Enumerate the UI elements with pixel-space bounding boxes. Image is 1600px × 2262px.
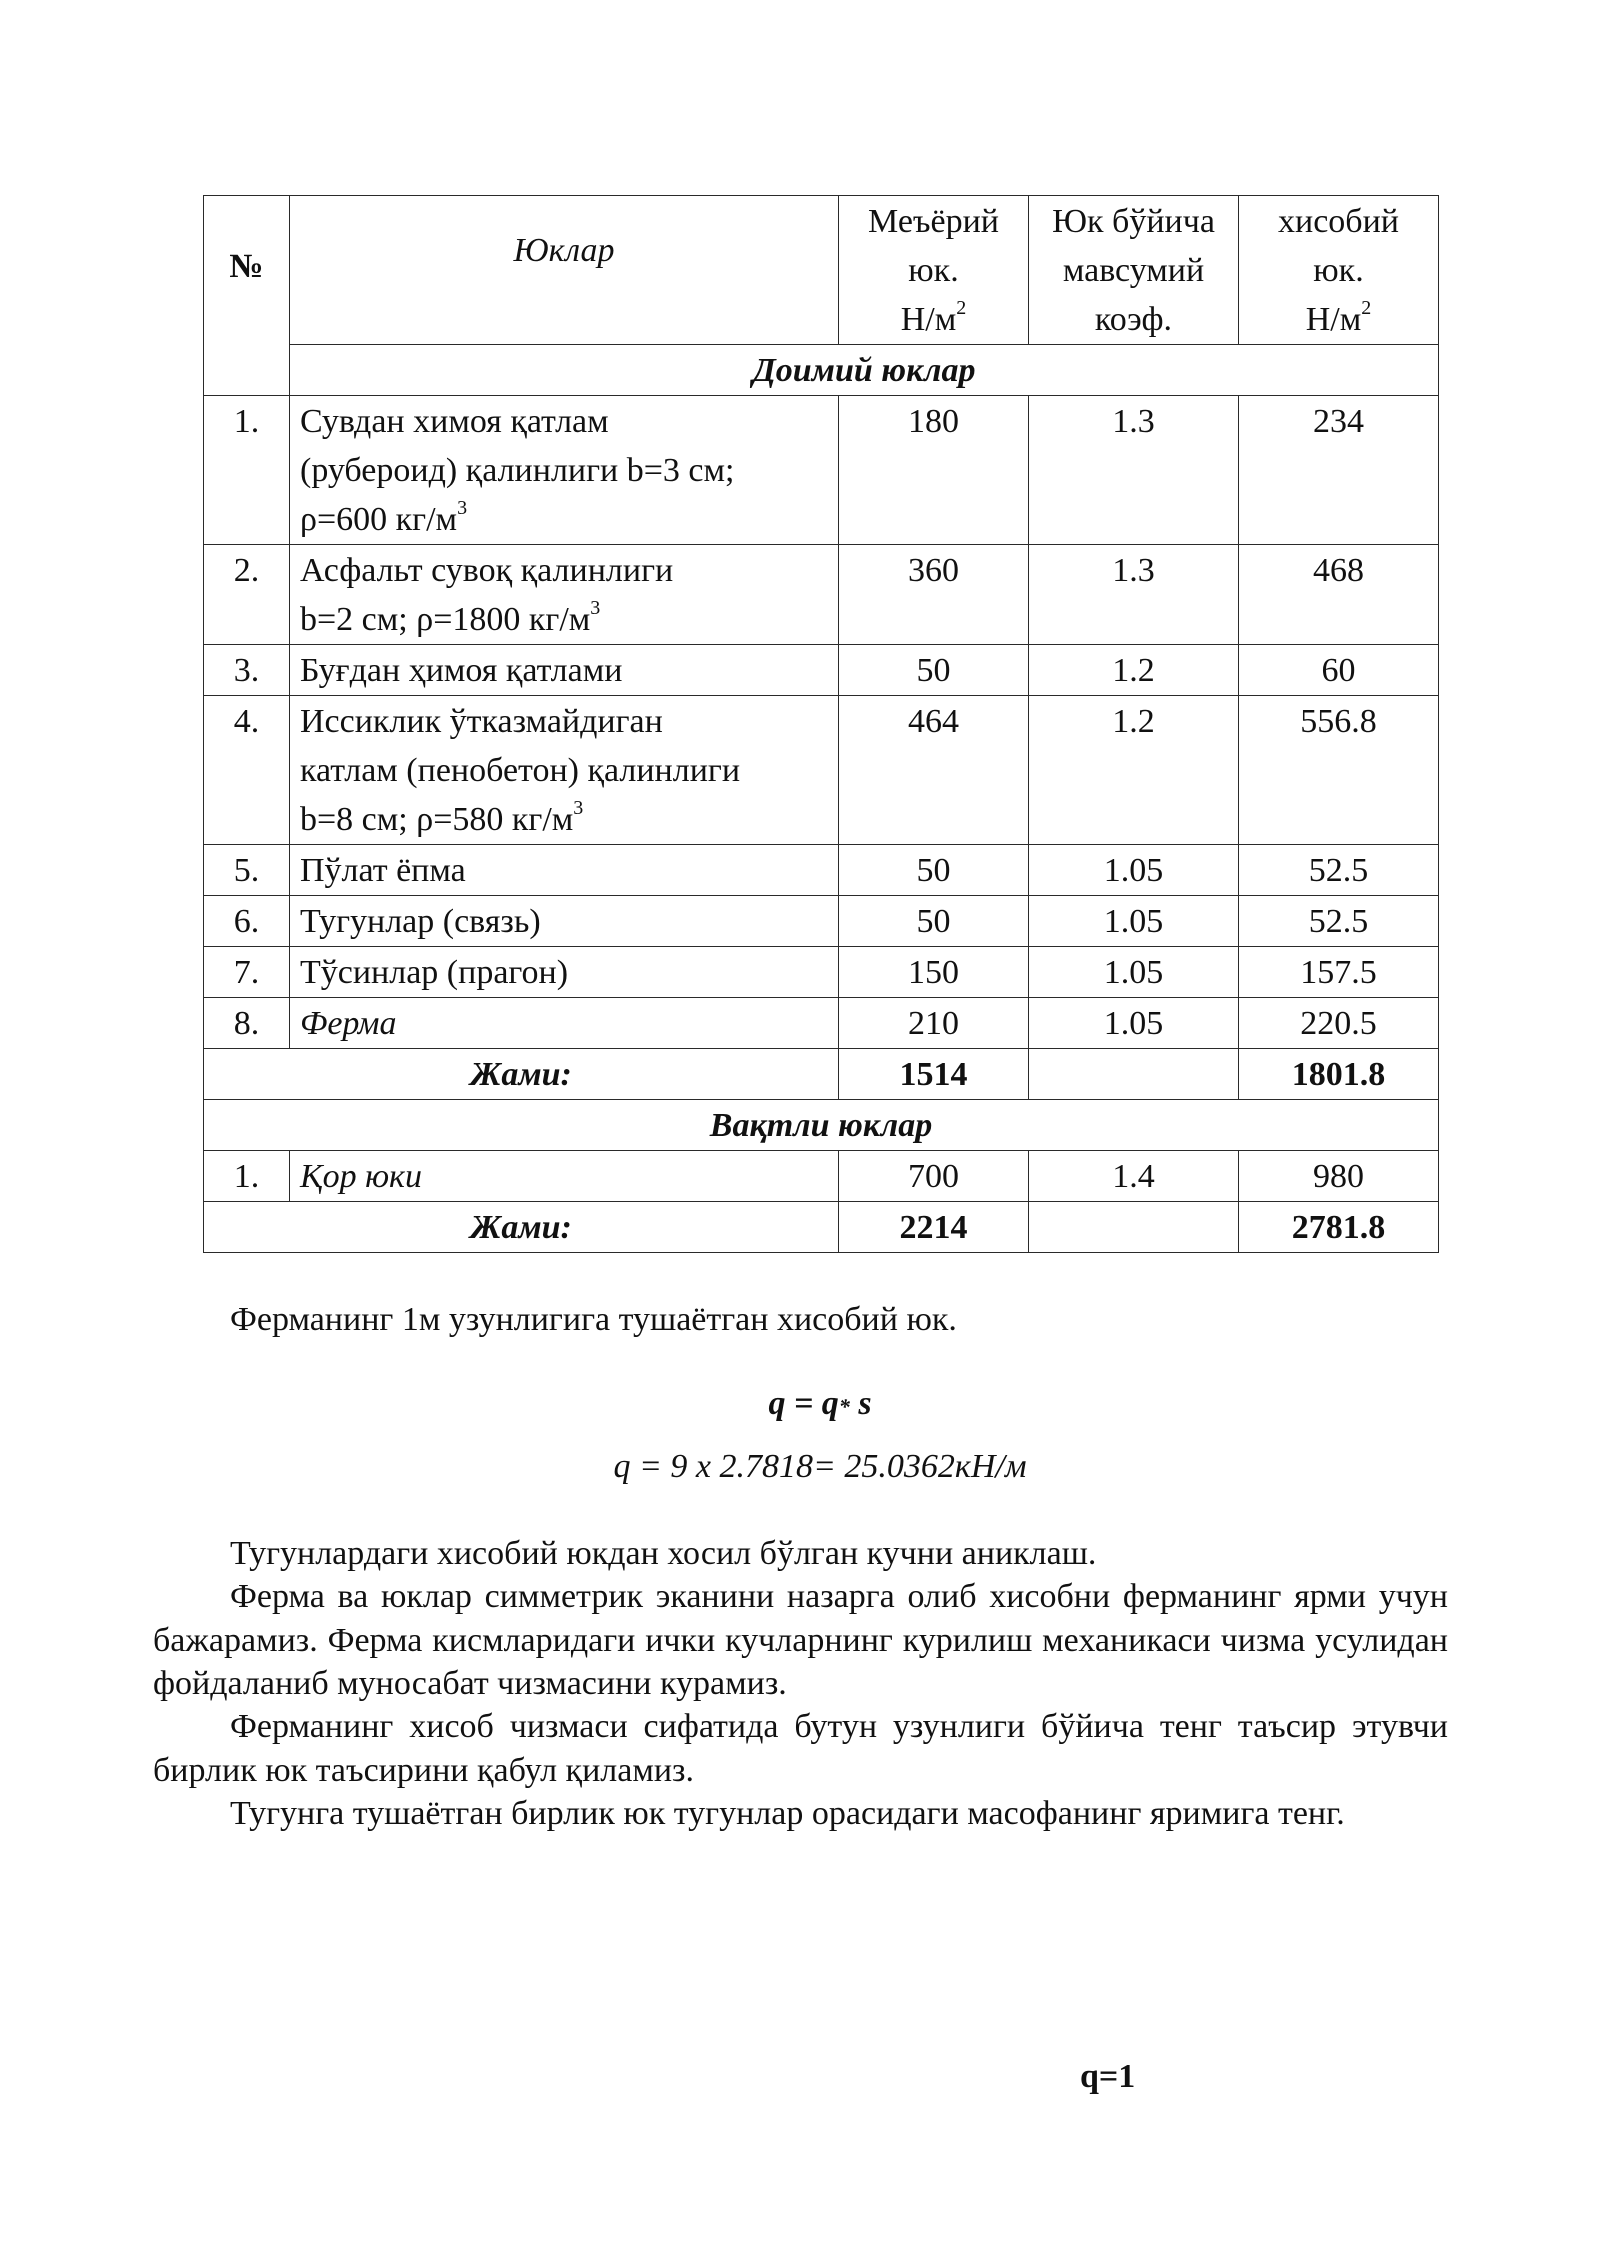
total-calc: 1801.8 bbox=[1239, 1049, 1439, 1100]
row-name: Пўлат ёпма bbox=[290, 845, 839, 896]
row-coef: 1.05 bbox=[1029, 896, 1239, 947]
table-row bbox=[204, 896, 1439, 947]
row-calc: 234 bbox=[1239, 396, 1439, 545]
row-normative: 180 bbox=[839, 396, 1029, 545]
grand-total-label: Жами: bbox=[204, 1202, 839, 1253]
calc-load-intro: Ферманинг 1м узунлигига тушаётган хисобий юк. bbox=[230, 1301, 957, 1338]
loads-table bbox=[203, 195, 1439, 1253]
row-coef: 1.3 bbox=[1029, 545, 1239, 645]
total-coef-empty bbox=[1029, 1049, 1239, 1100]
row-name: Иссиклик ўтказмайдиган катлам (пенобетон) қалинлиги b=8 см; ρ=580 $кг/м^3$ bbox=[290, 696, 839, 845]
header-coef: Юк бўйича мавсумий коэф. bbox=[1029, 196, 1239, 345]
row-coef: 1.4 bbox=[1029, 1151, 1239, 1202]
row-calc: 220.5 bbox=[1239, 998, 1439, 1049]
row-name: Қор юки bbox=[290, 1151, 839, 1202]
row-no: 4. bbox=[204, 696, 290, 845]
table-row bbox=[204, 1151, 1439, 1202]
row-no: 1. bbox=[204, 1151, 290, 1202]
section-title-permanent: Доимий юклар bbox=[290, 345, 1439, 396]
grand-total-row bbox=[204, 1202, 1439, 1253]
table-row bbox=[204, 947, 1439, 998]
header-name: Юклар bbox=[290, 196, 839, 345]
table-row bbox=[204, 845, 1439, 896]
total-label: Жами: bbox=[204, 1049, 839, 1100]
grand-total-coef-empty bbox=[1029, 1202, 1239, 1253]
row-normative: 700 bbox=[839, 1151, 1029, 1202]
total-row-permanent bbox=[204, 1049, 1439, 1100]
table-row bbox=[204, 545, 1439, 645]
row-coef: 1.05 bbox=[1029, 845, 1239, 896]
row-coef: 1.3 bbox=[1029, 396, 1239, 545]
row-normative: 464 bbox=[839, 696, 1029, 845]
formula-general: q = q* s bbox=[768, 1385, 872, 1422]
section-title-temporary: Вақтли юклар bbox=[204, 1100, 1439, 1151]
total-normative: 1514 bbox=[839, 1049, 1029, 1100]
row-normative: 150 bbox=[839, 947, 1029, 998]
row-no: 7. bbox=[204, 947, 290, 998]
table-row bbox=[204, 696, 1439, 845]
row-coef: 1.05 bbox=[1029, 947, 1239, 998]
paragraph-1: Тугунлардаги хисобий юкдан хосил бўлган кучни аниклаш. bbox=[230, 1535, 1097, 1572]
row-coef: 1.05 bbox=[1029, 998, 1239, 1049]
section-row-permanent bbox=[204, 345, 1439, 396]
header-calc: хисобий юк. $Н/м^2$ bbox=[1239, 196, 1439, 345]
row-no: 6. bbox=[204, 896, 290, 947]
grand-total-calc: 2781.8 bbox=[1239, 1202, 1439, 1253]
table-row bbox=[204, 645, 1439, 696]
row-no: 3. bbox=[204, 645, 290, 696]
formula-computed: q = 9 x 2.7818= 25.0362кН/м bbox=[613, 1448, 1027, 1485]
row-no: 2. bbox=[204, 545, 290, 645]
row-calc: 52.5 bbox=[1239, 845, 1439, 896]
row-name: Буғдан ҳимоя қатлами bbox=[290, 645, 839, 696]
paragraph-4: Тугунга тушаётган бирлик юк тугунлар орасидаги масофанинг яримига тенг. bbox=[230, 1795, 1345, 1832]
row-name: Ферма bbox=[290, 998, 839, 1049]
row-calc: 468 bbox=[1239, 545, 1439, 645]
table-header-row bbox=[204, 196, 1439, 345]
section-row-temporary bbox=[204, 1100, 1439, 1151]
table-row bbox=[204, 998, 1439, 1049]
row-calc: 980 bbox=[1239, 1151, 1439, 1202]
row-normative: 210 bbox=[839, 998, 1029, 1049]
row-no: 8. bbox=[204, 998, 290, 1049]
row-name: Сувдан химоя қатлам (рубероид) қалинлиги b=3 см; ρ=600 $кг/м^3$ bbox=[290, 396, 839, 545]
row-normative: 50 bbox=[839, 845, 1029, 896]
row-no: 5. bbox=[204, 845, 290, 896]
row-calc: 60 bbox=[1239, 645, 1439, 696]
header-normative: Меъёрий юк. $Н/м^2$ bbox=[839, 196, 1029, 345]
row-normative: 360 bbox=[839, 545, 1029, 645]
row-normative: 50 bbox=[839, 896, 1029, 947]
paragraph-3: Ферманинг хисоб чизмаси сифатида бутун узунлиги бўйича тенг таъсир этувчи бирлик юк таъсирини қабул қиламиз. bbox=[153, 1708, 1448, 1789]
header-no: № bbox=[204, 196, 290, 396]
table-row bbox=[204, 396, 1439, 545]
row-coef: 1.2 bbox=[1029, 645, 1239, 696]
row-normative: 50 bbox=[839, 645, 1029, 696]
row-name: Тугунлар (связь) bbox=[290, 896, 839, 947]
row-name: Асфальт сувоқ қалинлиги b=2 см; ρ=1800 $кг/м^3$ bbox=[290, 545, 839, 645]
row-calc: 157.5 bbox=[1239, 947, 1439, 998]
grand-total-normative: 2214 bbox=[839, 1202, 1029, 1253]
row-name: Тўсинлар (прагон) bbox=[290, 947, 839, 998]
row-calc: 556.8 bbox=[1239, 696, 1439, 845]
paragraph-2: Ферма ва юклар симметрик эканини назарга олиб хисобни ферманинг ярми учун бажарамиз. Ферма кисмларидаги ички кучларнинг курилиш механикаси чизма усулидан фойдаланиб муносабат чизмасини курамиз. bbox=[153, 1578, 1448, 1702]
row-coef: 1.2 bbox=[1029, 696, 1239, 845]
row-no: 1. bbox=[204, 396, 290, 545]
row-calc: 52.5 bbox=[1239, 896, 1439, 947]
unit-load-label: q=1 bbox=[1080, 2058, 1136, 2095]
